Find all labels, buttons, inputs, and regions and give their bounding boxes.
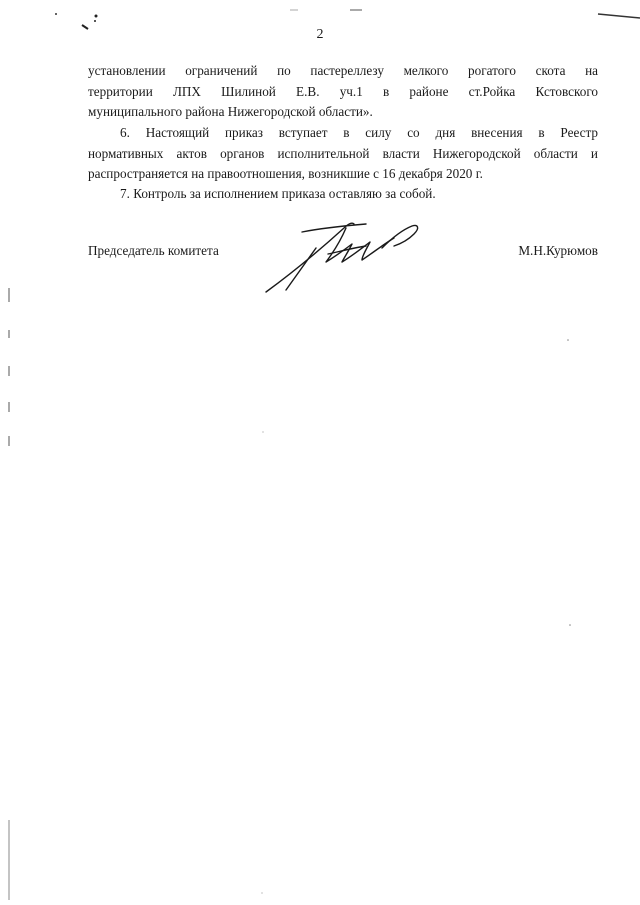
- paragraph-item-7: [88, 184, 598, 205]
- signer-title: Председатель комитета: [88, 243, 219, 258]
- text-line: нормативных актов органов исполнительной власти Нижегородской области и: [88, 145, 598, 161]
- paragraph-item-6: [88, 123, 598, 185]
- handwritten-signature: [262, 218, 432, 298]
- text-line: 6. Настоящий приказ вступает в силу со дня внесения в Реестр: [120, 125, 598, 140]
- page-number: 2: [316, 27, 324, 42]
- text-line: муниципального района Нижегородской области».: [88, 104, 373, 119]
- text-line: распространяется на правоотношения, возникшие с 16 декабря 2020 г.: [88, 166, 483, 181]
- text-line: установлении ограничений по пастереллезу мелкого рогатого скота на: [88, 63, 598, 78]
- text-line: территории ЛПХ Шилиной Е.В. уч.1 в районе ст.Ройка Кстовского: [88, 83, 598, 99]
- paragraph-continuation: [88, 61, 598, 123]
- signer-name: М.Н.Курюмов: [518, 243, 598, 258]
- text-line: 7. Контроль за исполнением приказа оставляю за собой.: [120, 186, 436, 201]
